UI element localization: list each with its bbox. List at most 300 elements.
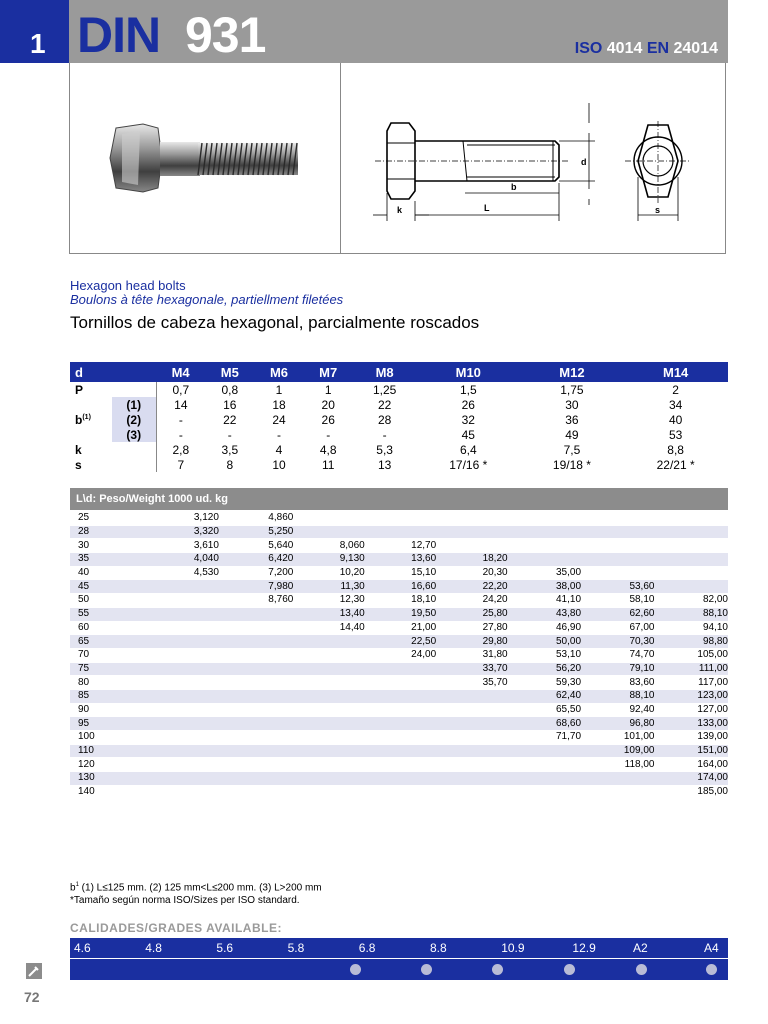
weight-cell: 21,00 [411, 621, 437, 633]
cell: 11 [321, 457, 335, 472]
row-k [70, 442, 728, 457]
weight-cell [365, 662, 436, 676]
cell: 22/21 * [656, 457, 695, 472]
weight-cell: 105,00 [697, 649, 728, 661]
weight-cell: 82,00 [702, 594, 728, 606]
cell: 2,8 [156, 442, 205, 457]
length-cell: 95 [70, 717, 118, 731]
weight-cell: 53,60 [581, 580, 654, 594]
cell: 18 [272, 397, 286, 412]
weight-cell: 92,40 [629, 703, 655, 715]
weight-cell: 164,00 [697, 758, 728, 770]
length-cell: 75 [70, 662, 118, 676]
cell: - [156, 412, 205, 427]
weight-cell: 16,60 [365, 580, 436, 594]
weight-cell: 7,980 [219, 580, 293, 594]
footnote-size: *Tamaño según norma ISO/Sizes per ISO standard. [70, 895, 300, 907]
weight-cell [118, 594, 219, 608]
cell: 16 [223, 397, 237, 412]
weight-row [70, 553, 728, 567]
cell: 3,5 [221, 442, 239, 457]
weight-cell [581, 539, 654, 553]
cell: 0,8 [221, 382, 239, 397]
chapter-tab [0, 0, 69, 63]
weight-cell: 18,20 [436, 553, 507, 567]
weight-cell [118, 676, 219, 690]
weight-cell [118, 580, 219, 594]
weight-cell: 3,610 [193, 539, 219, 551]
cell: 13 [377, 457, 392, 472]
weight-cell: 11,30 [293, 580, 364, 594]
weight-cell [436, 772, 507, 786]
dim-b: b [511, 182, 517, 192]
grades-bar [70, 938, 728, 980]
weight-cell [219, 635, 293, 649]
length-cell: 35 [70, 553, 118, 567]
col-size: M12 [520, 362, 624, 382]
weight-cell: 3,120 [193, 512, 219, 524]
weight-row [70, 566, 728, 580]
weight-cell: 22,50 [365, 635, 436, 649]
row-label-b: $b^{(1)}$ [75, 412, 91, 427]
length-cell: 55 [70, 607, 118, 621]
weight-cell [436, 731, 507, 745]
weight-cell: 70,30 [581, 635, 654, 649]
weight-cell: 62,60 [581, 607, 654, 621]
cell: 36 [565, 412, 579, 427]
weight-cell [436, 525, 507, 539]
weight-cell: 14,40 [339, 621, 365, 633]
weight-cell [219, 703, 293, 717]
chapter-number: 1 [30, 28, 46, 59]
weight-cell: 53,10 [556, 649, 582, 661]
weight-cell: 18,10 [411, 594, 437, 606]
col-size: M5 [205, 362, 254, 382]
cell: 24 [272, 412, 286, 427]
length-cell: 85 [70, 689, 118, 703]
weight-cell: 62,40 [508, 689, 581, 703]
weight-cell: 68,60 [508, 717, 581, 731]
cell: 1 [275, 382, 283, 397]
weight-cell: 6,420 [219, 553, 293, 567]
en-number: 24014 [673, 40, 718, 57]
weight-cell [219, 758, 293, 772]
weight-cell: 118,00 [624, 758, 655, 770]
row-label-s: s [75, 457, 82, 472]
weight-cell [436, 717, 507, 731]
weight-cell [654, 512, 728, 525]
weight-cell: 139,00 [697, 731, 728, 743]
weight-cell: 96,80 [581, 717, 654, 731]
weight-cell: 88,10 [581, 689, 654, 703]
weight-cell [436, 703, 507, 717]
weight-cell: 33,70 [436, 662, 507, 676]
bolt-photo [98, 118, 308, 198]
weight-cell: 94,10 [702, 621, 728, 633]
weight-cell: 67,00 [629, 621, 655, 633]
col-head-d: d [70, 362, 156, 382]
col-size: M14 [624, 362, 728, 382]
weight-cell: 20,30 [482, 567, 508, 579]
cell: 32 [461, 412, 475, 427]
grade-label: A4 [704, 941, 719, 955]
weight-cell: 35,00 [556, 567, 582, 579]
weight-cell [508, 539, 581, 553]
weight-cell: 5,640 [268, 539, 294, 551]
weight-cell [219, 744, 293, 758]
weight-cell [365, 772, 436, 786]
weight-cell: 31,80 [482, 649, 508, 661]
cell: 19/18 * [552, 457, 591, 472]
weight-cell [365, 512, 436, 525]
col-size: M8 [353, 362, 417, 382]
weight-cell: 117,00 [698, 676, 728, 688]
weight-cell [581, 512, 654, 525]
weight-row [70, 689, 728, 703]
weight-cell [219, 648, 293, 662]
weight-cell [219, 731, 293, 745]
weight-row [70, 703, 728, 717]
weight-table-header [70, 488, 728, 510]
row-b2 [70, 412, 728, 427]
cell: 0,7 [156, 382, 205, 397]
weight-cell: 83,60 [629, 676, 655, 688]
cell: 45 [461, 427, 475, 442]
weight-row [70, 607, 728, 621]
weight-row [70, 772, 728, 786]
cell: 5,3 [376, 442, 393, 457]
weight-cell: 151,00 [654, 744, 728, 758]
row-pitch [70, 382, 728, 397]
cell: 49 [565, 427, 579, 442]
cell: 4,8 [319, 442, 337, 457]
weight-cell: 29,80 [436, 635, 507, 649]
weight-cell [219, 662, 293, 676]
weight-cell: 24,00 [411, 649, 437, 661]
weight-row [70, 539, 728, 553]
weight-cell [436, 512, 507, 525]
weight-cell [118, 785, 219, 799]
weight-cell [293, 731, 364, 745]
cell: 17/16 * [449, 457, 488, 472]
weight-cell [436, 539, 507, 553]
grade-available-dot [421, 964, 432, 975]
product-image-frame [69, 63, 726, 254]
en-label: EN [646, 40, 670, 57]
weight-cell: 43,80 [508, 607, 581, 621]
weight-cell: 59,30 [556, 676, 582, 688]
weight-cell [365, 744, 436, 758]
weight-table [70, 512, 728, 799]
cell: 30 [565, 397, 579, 412]
weight-row [70, 621, 728, 635]
cell: 7 [156, 457, 205, 472]
length-cell: 30 [78, 539, 90, 551]
grade-label: 8.8 [430, 941, 447, 955]
weight-row [70, 580, 728, 594]
weight-cell [293, 689, 364, 703]
weight-cell [118, 635, 219, 649]
weight-cell: 50,00 [508, 635, 581, 649]
length-cell: 45 [70, 580, 118, 594]
weight-cell: 4,860 [268, 512, 294, 524]
cell: 40 [668, 412, 683, 427]
weight-cell [508, 512, 581, 525]
weight-cell [293, 717, 364, 731]
cell: - [326, 427, 331, 442]
weight-cell [508, 772, 581, 786]
weight-cell: 10,20 [339, 567, 365, 579]
weight-cell [293, 512, 364, 525]
length-cell: 28 [70, 525, 118, 539]
weight-cell [118, 772, 219, 786]
weight-cell [365, 525, 436, 539]
cell: - [227, 427, 232, 442]
length-cell: 110 [70, 744, 118, 758]
length-cell: 80 [78, 676, 90, 688]
length-cell: 25 [78, 512, 90, 524]
weight-cell [654, 566, 728, 580]
weight-cell [118, 689, 219, 703]
weight-cell [293, 525, 364, 539]
weight-cell: 71,70 [556, 731, 582, 743]
grades-label-row [70, 938, 728, 959]
col-size: M7 [304, 362, 353, 382]
weight-cell [436, 785, 507, 799]
cell: 53 [668, 427, 683, 442]
grade-label: A2 [633, 941, 648, 955]
weight-cell: 19,50 [365, 607, 436, 621]
weight-cell [118, 703, 219, 717]
cell: 10 [272, 457, 286, 472]
weight-cell [581, 525, 654, 539]
weight-row [70, 594, 728, 608]
footnotes [70, 879, 322, 907]
cell: 26 [461, 397, 475, 412]
weight-cell [508, 744, 581, 758]
cell: 8,8 [667, 442, 684, 457]
page-number: 72 [24, 989, 40, 1005]
weight-cell: 12,30 [339, 594, 365, 606]
weight-cell: 65,50 [556, 703, 582, 715]
cell: - [277, 427, 281, 442]
weight-cell: 79,10 [581, 662, 654, 676]
cell: 14 [156, 397, 205, 412]
weight-cell [118, 621, 219, 635]
weight-cell [219, 689, 293, 703]
cell: 1,75 [560, 382, 584, 397]
weight-cell [365, 689, 436, 703]
tool-icon [26, 963, 42, 979]
cell: 1,5 [459, 382, 477, 397]
title-din: DIN [77, 7, 161, 63]
weight-cell: 24,20 [482, 594, 508, 606]
dim-L: L [484, 203, 490, 213]
grade-label: 4.8 [145, 941, 162, 955]
weight-cell: 25,80 [436, 607, 507, 621]
weight-cell: 3,320 [118, 525, 219, 539]
weight-cell: 9,130 [293, 553, 364, 567]
bolt-drawing [345, 93, 720, 223]
length-cell: 40 [78, 567, 90, 579]
cell: 4 [275, 442, 283, 457]
title-french: Boulons à tête hexagonale, partiellment filetées [70, 292, 344, 307]
dimensions-header-row [70, 362, 728, 382]
weight-cell [654, 525, 728, 539]
length-cell: 130 [70, 772, 118, 786]
sub-label: (2) [112, 412, 156, 427]
weight-cell: 22,20 [436, 580, 507, 594]
row-b1 [70, 397, 728, 412]
weight-cell [219, 785, 293, 799]
weight-cell: 13,60 [365, 553, 436, 567]
weight-cell: 7,200 [268, 567, 294, 579]
grade-label: 10.9 [501, 941, 525, 955]
weight-cell [436, 689, 507, 703]
grades-title: CALIDADES/GRADES AVAILABLE: [70, 921, 282, 935]
weight-cell [365, 717, 436, 731]
weight-cell: 74,70 [629, 649, 655, 661]
weight-cell [654, 539, 728, 553]
iso-label: ISO [574, 40, 603, 57]
grade-label: 4.6 [74, 941, 91, 955]
grade-label: 12.9 [572, 941, 596, 955]
cell: 1 [324, 382, 332, 397]
weight-header-label: L\d: Peso/Weight 1000 ud. kg [76, 493, 228, 505]
row-s [70, 457, 728, 472]
weight-cell [365, 785, 436, 799]
weight-row [70, 785, 728, 799]
weight-cell: 35,70 [482, 676, 508, 688]
weight-cell: 4,040 [118, 553, 219, 567]
weight-cell: 127,00 [697, 703, 728, 715]
footnote-b: $b^1$ (1) L≤125 mm. (2) 125 mm<L≤200 mm. (3) L>200 mm [70, 882, 322, 894]
cell: 26 [321, 412, 335, 427]
weight-cell [508, 553, 581, 567]
grade-available-dot [564, 964, 575, 975]
weight-cell: 12,70 [411, 539, 437, 551]
weight-row [70, 744, 728, 758]
weight-cell [581, 772, 654, 786]
dimensions-table [70, 362, 728, 472]
grade-available-dot [350, 964, 361, 975]
weight-cell: 109,00 [581, 744, 654, 758]
weight-cell [219, 772, 293, 786]
weight-cell [293, 676, 364, 690]
cell: 6,4 [459, 442, 477, 457]
iso-number: 4014 [606, 40, 643, 57]
weight-cell [293, 772, 364, 786]
weight-cell [436, 758, 507, 772]
weight-row [70, 512, 728, 525]
weight-cell [581, 553, 654, 567]
weight-cell [654, 553, 728, 567]
row-label-k: k [75, 442, 82, 457]
weight-cell [508, 785, 581, 799]
length-cell: 120 [78, 758, 95, 770]
length-cell: 65 [70, 635, 118, 649]
weight-cell [118, 744, 219, 758]
col-size: M4 [156, 362, 205, 382]
weight-cell [365, 758, 436, 772]
weight-cell [365, 676, 436, 690]
weight-row [70, 525, 728, 539]
weight-cell [118, 607, 219, 621]
weight-cell [508, 525, 581, 539]
weight-cell [219, 607, 293, 621]
weight-cell: 4,530 [193, 567, 219, 579]
cell: - [156, 427, 205, 442]
weight-cell: 27,80 [482, 621, 508, 633]
weight-cell [293, 703, 364, 717]
length-cell: 50 [78, 594, 90, 606]
length-cell: 100 [78, 731, 95, 743]
weight-row [70, 648, 728, 662]
dim-d: d [581, 157, 587, 167]
cell: 8 [226, 457, 234, 472]
weight-cell: 8,760 [268, 594, 294, 606]
weight-cell: 123,00 [654, 689, 728, 703]
grade-label: 6.8 [358, 941, 376, 955]
weight-cell [293, 744, 364, 758]
weight-row [70, 731, 728, 745]
weight-cell [508, 758, 581, 772]
weight-cell: 13,40 [293, 607, 364, 621]
col-size: M6 [254, 362, 303, 382]
weight-cell [365, 731, 436, 745]
weight-cell: 46,90 [556, 621, 582, 633]
weight-cell [293, 758, 364, 772]
row-b3 [70, 427, 728, 442]
weight-cell [219, 717, 293, 731]
weight-cell [581, 785, 654, 799]
weight-cell [654, 580, 728, 594]
title-english: Hexagon head bolts [70, 278, 186, 293]
dim-s: s [655, 205, 661, 215]
title-spanish: Tornillos de cabeza hexagonal, parcialmente roscados [70, 313, 480, 332]
cell: 22 [377, 397, 392, 412]
cell: 28 [377, 412, 392, 427]
weight-cell [293, 648, 364, 662]
weight-cell: 88,10 [654, 607, 728, 621]
length-cell: 70 [78, 649, 90, 661]
weight-cell [118, 758, 219, 772]
weight-cell: 8,060 [339, 539, 365, 551]
weight-cell: 133,00 [654, 717, 728, 731]
title-number: 931 [185, 7, 266, 63]
weight-cell [436, 744, 507, 758]
weight-cell: 185,00 [697, 786, 728, 798]
title-bar [69, 0, 728, 63]
sub-label: (3) [112, 427, 156, 442]
weight-cell: 5,250 [219, 525, 293, 539]
weight-cell: 111,00 [654, 662, 728, 676]
weight-cell: 38,00 [508, 580, 581, 594]
weight-cell [219, 676, 293, 690]
weight-row [70, 635, 728, 649]
grade-available-dot [706, 964, 717, 975]
cell: 1,25 [372, 382, 397, 397]
weight-cell: 101,00 [623, 731, 655, 743]
weight-cell: 58,10 [629, 594, 655, 606]
weight-cell [118, 662, 219, 676]
weight-cell: 174,00 [654, 772, 728, 786]
sub-label: (1) [112, 397, 156, 412]
weight-cell: 15,10 [411, 567, 437, 579]
weight-cell: 41,10 [556, 594, 582, 606]
cell: 20 [321, 397, 335, 412]
weight-cell [365, 703, 436, 717]
